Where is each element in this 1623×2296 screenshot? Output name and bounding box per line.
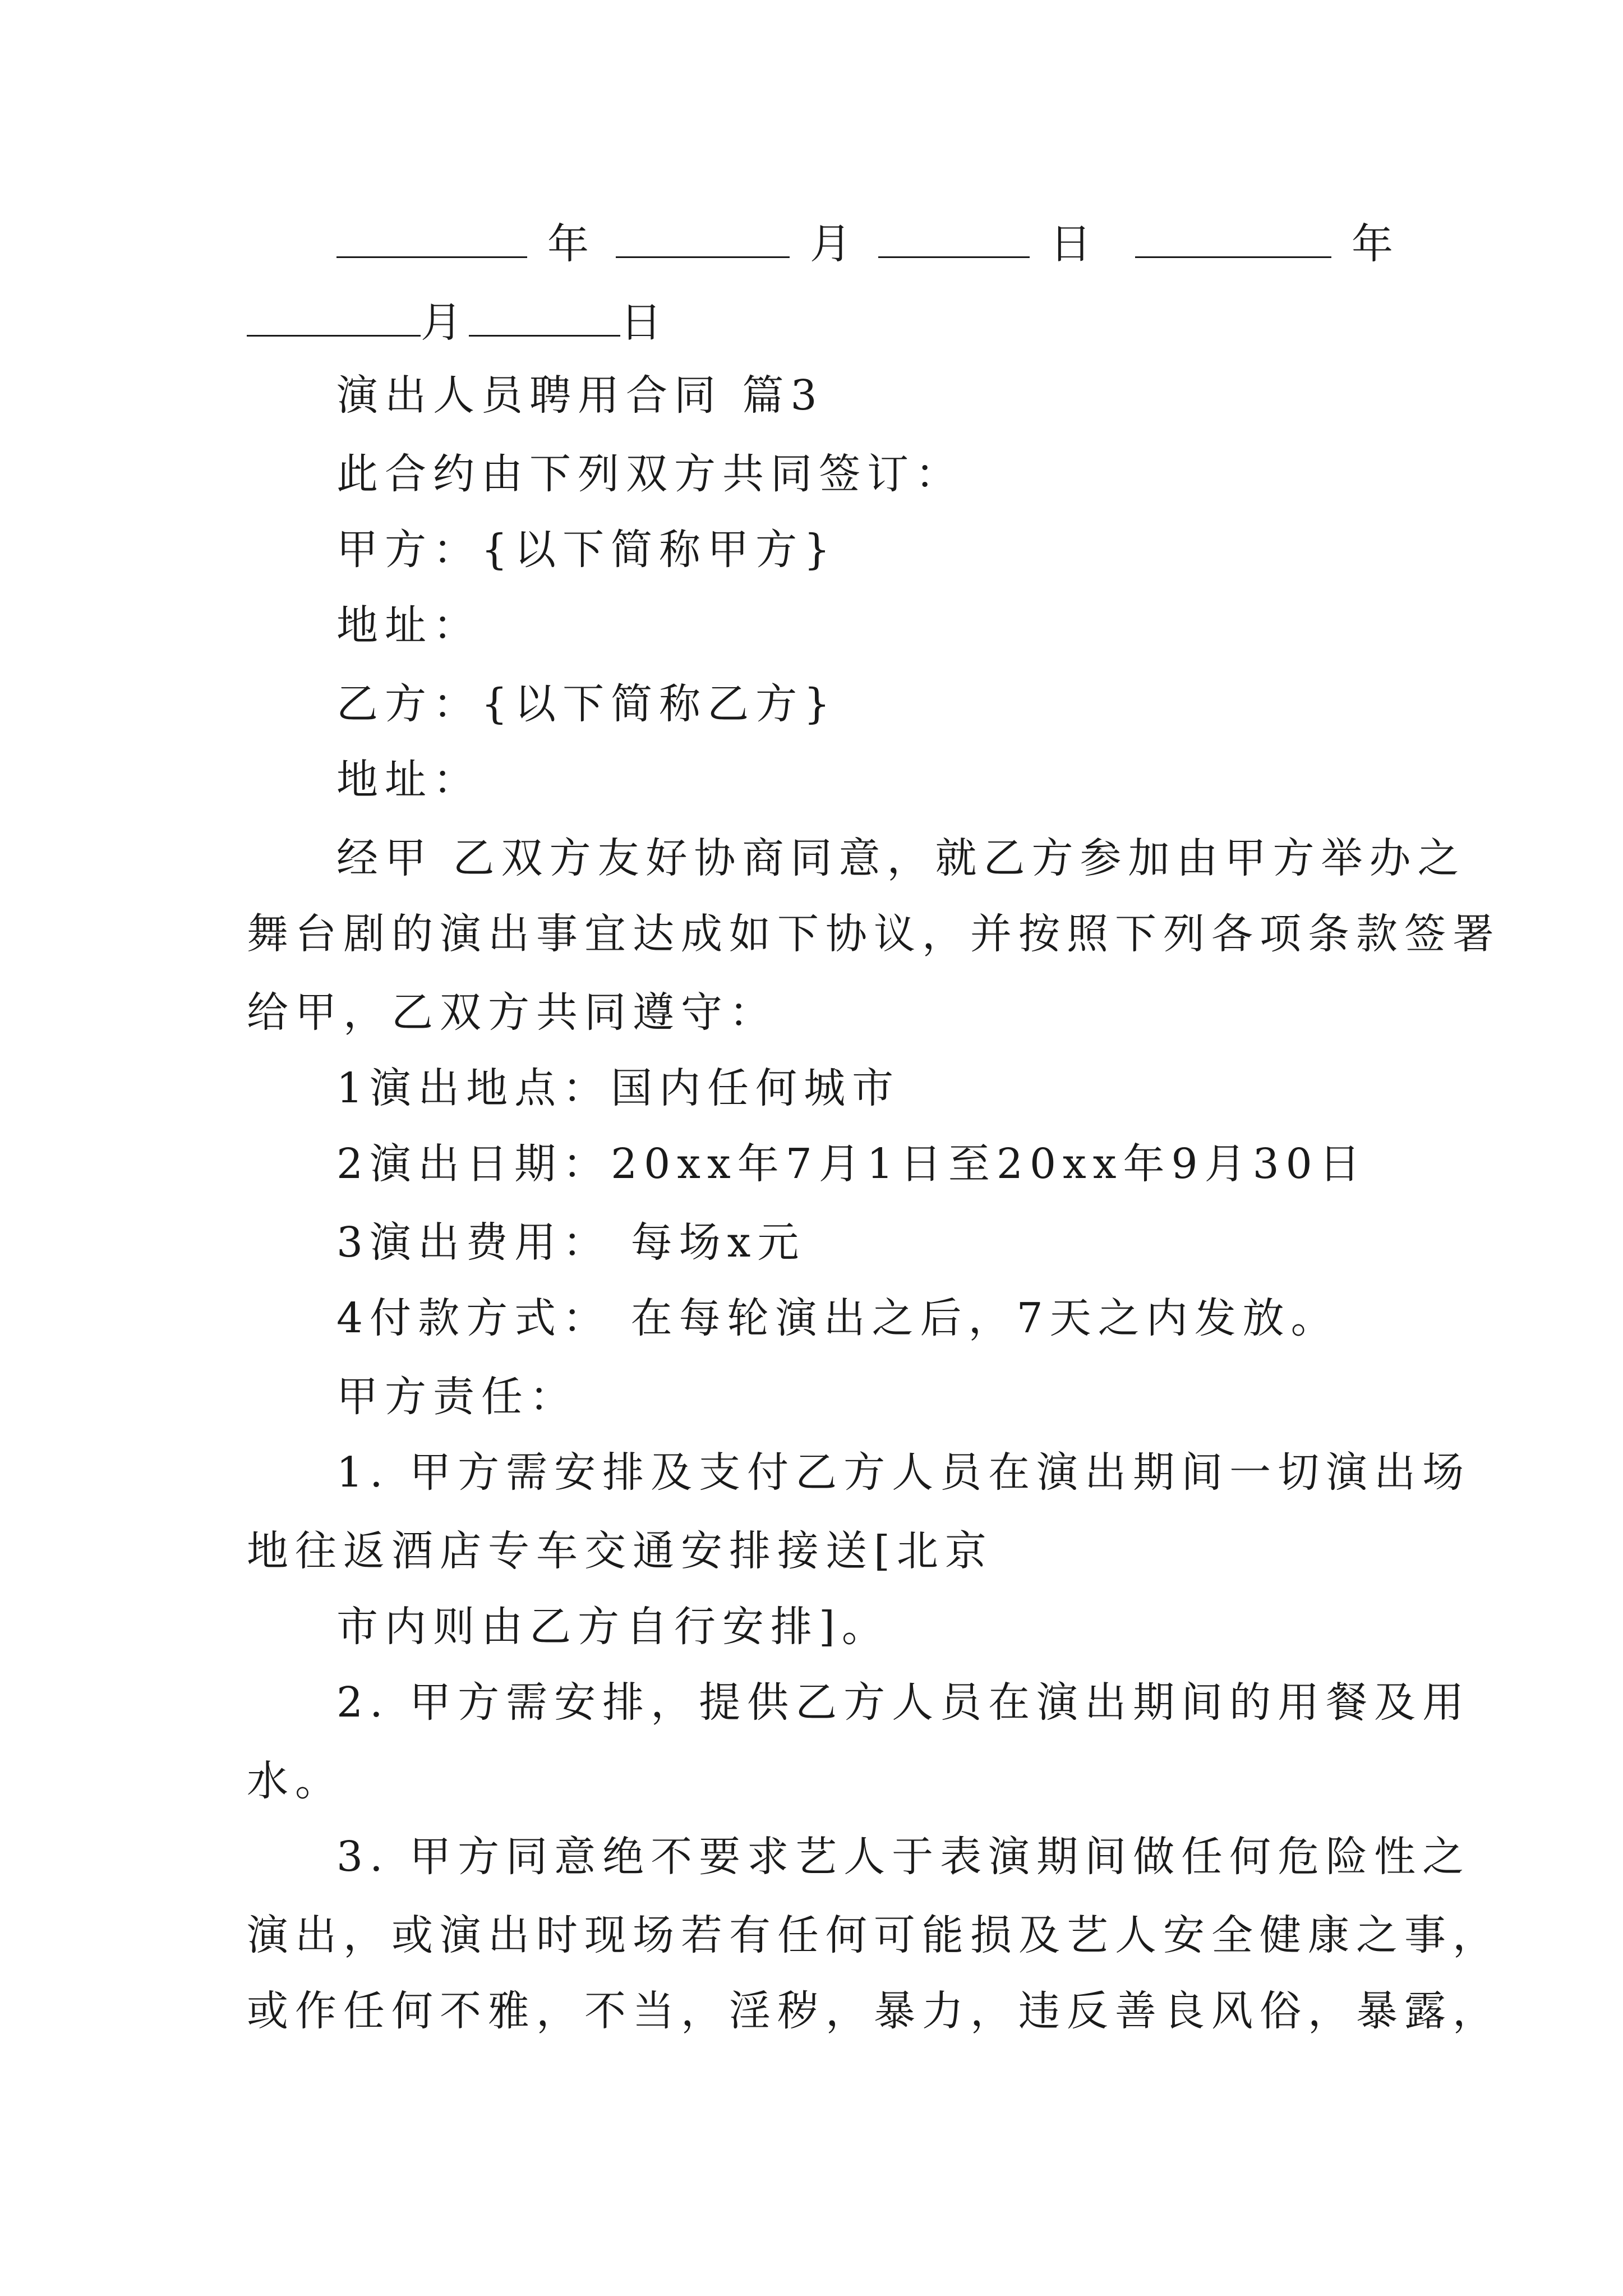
month-label-2: 月: [421, 298, 469, 347]
responsibility-2-line-2: 水。: [247, 1757, 343, 1805]
date-line-2: [247, 295, 1380, 351]
responsibility-1-line-3: 市内则由乙方自行安排]。: [336, 1603, 890, 1651]
date-line-1: [336, 216, 1400, 272]
day-blank-1: [878, 219, 1030, 258]
term-payment: 4付款方式： 在每轮演出之后，7天之内发放。: [336, 1294, 1339, 1342]
party-b-address: 地址：: [336, 756, 481, 804]
responsibility-1-line-2: 地往返酒店专车交通安排接送[北京: [247, 1527, 993, 1575]
responsibility-2-line-1: 2. 甲方需安排，提供乙方人员在演出期间的用餐及用: [336, 1678, 1471, 1727]
intro-line: 此合约由下列双方共同签订：: [336, 450, 963, 498]
year-label-2: 年: [1352, 220, 1400, 268]
party-a-line: 甲方：{以下简称甲方}: [336, 526, 837, 574]
responsibility-3-line-3: 或作任何不雅，不当，淫秽，暴力，违反善良风俗，暴露，: [247, 1987, 1501, 2035]
agreement-paragraph-line-1: 经甲 乙双方友好协商同意，就乙方参加由甲方举办之: [336, 834, 1466, 882]
term-location: 1演出地点：国内任何城市: [336, 1064, 901, 1112]
year-label-1: 年: [547, 220, 596, 268]
year-blank-1: [336, 219, 527, 258]
section-title: 演出人员聘用合同 篇3: [336, 371, 824, 420]
month-blank-2: [247, 298, 421, 337]
responsibility-3-line-2: 演出，或演出时现场若有任何可能损及艺人安全健康之事，: [247, 1911, 1501, 1959]
term-date: 2演出日期：20xx年7月1日至20xx年9月30日: [336, 1140, 1367, 1188]
agreement-paragraph-line-2: 舞台剧的演出事宜达成如下协议，并按照下列各项条款签署: [247, 910, 1501, 958]
party-a-responsibility-heading: 甲方责任：: [336, 1373, 578, 1421]
responsibility-3-line-1: 3. 甲方同意绝不要求艺人于表演期间做任何危险性之: [336, 1833, 1471, 1881]
month-label-1: 月: [810, 220, 858, 268]
party-a-address: 地址：: [336, 601, 481, 650]
day-blank-2: [469, 298, 620, 337]
day-label-2: 日: [620, 298, 668, 347]
agreement-paragraph-line-3: 给甲，乙双方共同遵守：: [247, 988, 777, 1037]
year-blank-2: [1135, 219, 1331, 258]
term-fee: 3演出费用： 每场x元: [336, 1218, 806, 1267]
month-blank-1: [616, 219, 790, 258]
party-b-line: 乙方：{以下简称乙方}: [336, 680, 837, 728]
responsibility-1-line-1: 1. 甲方需安排及支付乙方人员在演出期间一切演出场: [336, 1448, 1471, 1497]
day-label-1: 日: [1050, 220, 1098, 268]
